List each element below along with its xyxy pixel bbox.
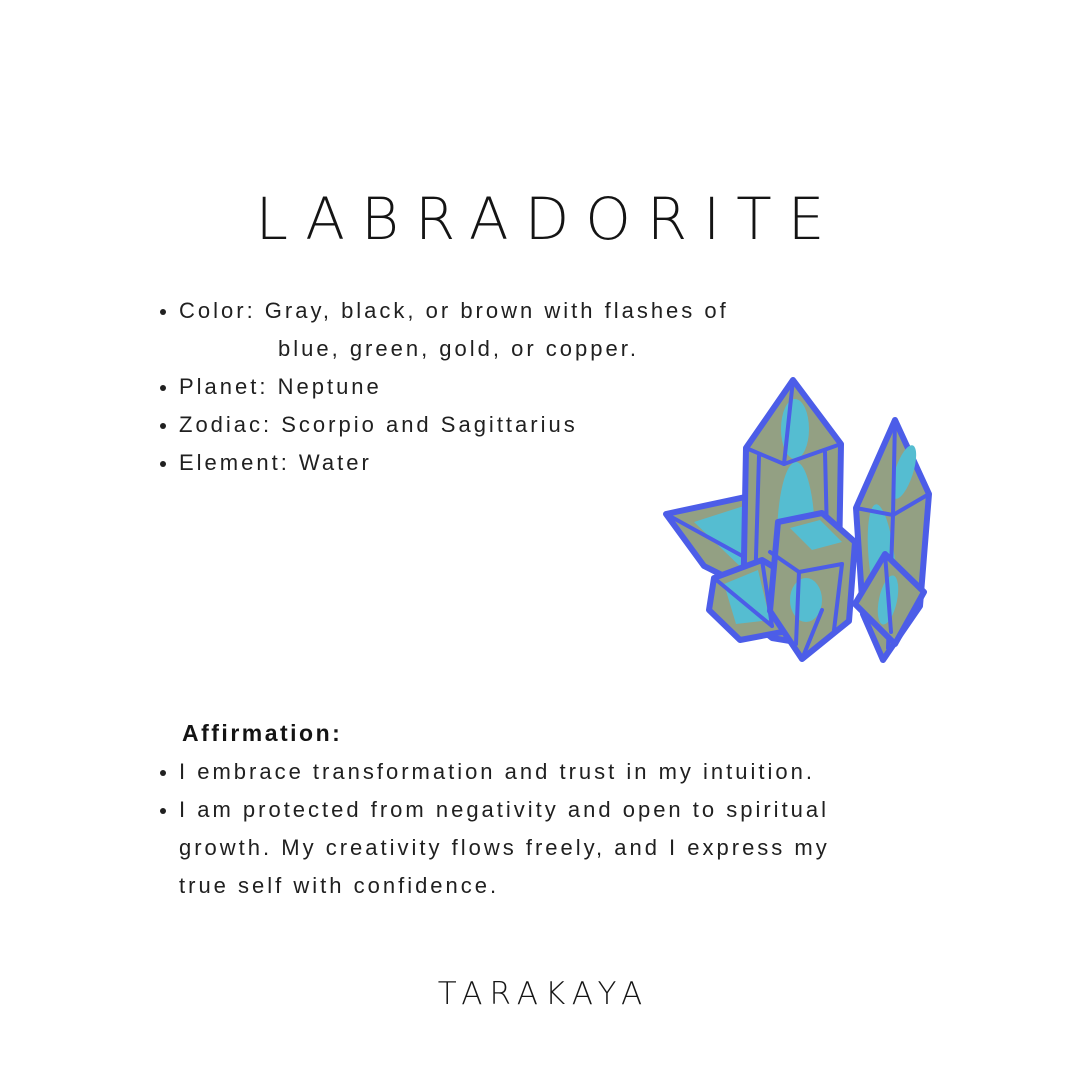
bullet-dot [160,808,166,814]
bullet-dot [160,461,166,467]
brand-name: TARAKAYA [437,976,650,1012]
crystal-cluster-illustration [652,372,947,667]
list-item-color [160,292,860,330]
affirmation-item-continuation [160,829,980,867]
page-title: LABRADORITE [255,184,841,253]
list-item-text: blue, green, gold, or copper. [278,336,639,361]
bullet-dot [160,770,166,776]
affirmation-item [160,753,980,791]
bullet-dot [160,385,166,391]
list-item-text: Planet: Neptune [179,374,382,399]
affirmation-text: I am protected from negativity and open to spiritual [179,797,830,822]
list-item-color-continuation [160,330,860,368]
affirmation-heading: Affirmation: [182,720,343,746]
affirmation-text: I embrace transformation and trust in my intuition. [179,759,815,784]
list-item-text: Color: Gray, black, or brown with flashes of [179,298,729,323]
affirmation-text: growth. My creativity flows freely, and I express my [179,835,830,860]
list-item-text: Zodiac: Scorpio and Sagittarius [179,412,578,437]
affirmation-item [160,791,980,829]
affirmation-text: true self with confidence. [179,873,500,898]
affirmation-item-continuation [160,867,980,905]
bullet-dot [160,423,166,429]
crystal-cluster-svg [652,372,947,667]
affirmation-list [160,753,980,905]
bullet-dot [160,309,166,315]
list-item-text: Element: Water [179,450,372,475]
